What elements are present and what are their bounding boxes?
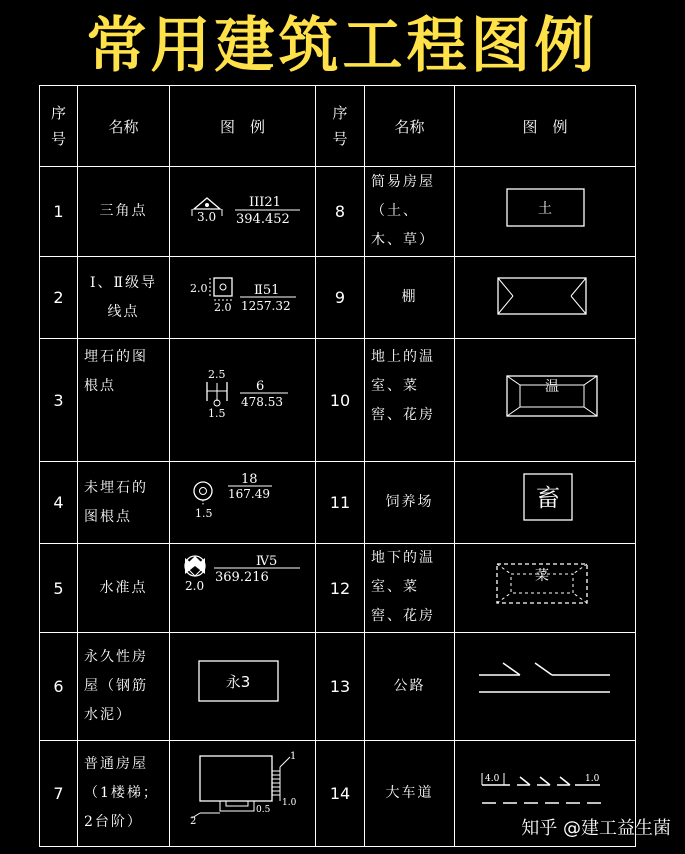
- sym5-bottom: 369.216: [215, 570, 269, 585]
- row-number: 14: [316, 741, 365, 847]
- sym7-dim-1: 1.0: [282, 798, 297, 808]
- livestock-icon: [455, 462, 635, 543]
- row-name: 地下的温室、菜窖、花房: [365, 544, 455, 633]
- sym2-top: Ⅱ51: [254, 283, 280, 298]
- symbol-simple-house: [455, 167, 636, 257]
- row-number: 2: [40, 257, 78, 339]
- row-name: 水准点: [78, 544, 170, 633]
- row-number: 1: [40, 167, 78, 257]
- sym3-dim-bottom: 1.5: [208, 407, 226, 420]
- row-name: 棚: [365, 257, 455, 339]
- symbol-permanent-house: [170, 633, 316, 741]
- sym7-dim-2: 0.5: [256, 805, 271, 815]
- symbol-traverse-point: [170, 257, 316, 339]
- symbol-highway: [455, 633, 636, 741]
- sym8-label: 土: [538, 201, 552, 217]
- sym3-bottom: 478.53: [241, 395, 283, 409]
- sym14-dim-2: 1.0: [585, 774, 600, 784]
- symbol-triangulation-point: [170, 167, 316, 257]
- row-number: 4: [40, 462, 78, 544]
- buried-point-icon: [170, 339, 315, 461]
- sym3-dim-top: 2.5: [208, 368, 226, 381]
- simple-house-icon: [455, 167, 635, 256]
- traverse-point-icon: [170, 257, 315, 338]
- symbol-benchmark: [170, 544, 316, 633]
- sym6-label: 永3: [225, 673, 251, 691]
- row-name: 大车道: [365, 741, 455, 847]
- sym1-bottom: 394.452: [236, 212, 290, 227]
- underground-greenhouse-icon: [455, 544, 635, 632]
- watermark: 知乎 @建工益生菌: [521, 818, 671, 839]
- page-title: 常用建筑工程图例: [86, 11, 599, 81]
- ordinary-house-icon: [170, 741, 315, 846]
- legend-table: [39, 85, 636, 847]
- row-number: 12: [316, 544, 365, 633]
- symbol-ordinary-house: [170, 741, 316, 847]
- row-name: 简易房屋（土、木、草）: [365, 167, 455, 257]
- table-row: [40, 339, 636, 462]
- sym5-top: Ⅳ5: [256, 554, 278, 569]
- symbol-greenhouse-below: [455, 544, 636, 633]
- sym3-top: 6: [256, 379, 265, 394]
- table-row: [40, 167, 636, 257]
- header-name-2: 名称: [365, 86, 455, 167]
- sym14-dim-1: 4.0: [485, 774, 500, 784]
- table-row: [40, 257, 636, 339]
- sym5-dim: 2.0: [185, 579, 205, 593]
- sym7-callout-1: 1: [290, 751, 297, 762]
- symbol-buried-control-point: [170, 339, 316, 462]
- sym2-dim-left: 2.0: [190, 282, 208, 295]
- row-number: 6: [40, 633, 78, 741]
- header-legend: 图 例: [170, 86, 316, 167]
- row-number: 10: [316, 339, 365, 462]
- row-number: 11: [316, 462, 365, 544]
- row-name: 普通房屋（1楼梯；2台阶）: [78, 741, 170, 847]
- row-name: 未埋石的图根点: [78, 462, 170, 544]
- symbol-livestock-farm: [455, 462, 636, 544]
- table-row: [40, 462, 636, 544]
- header-seq-text-2: 序号: [332, 104, 348, 148]
- unburied-point-icon: [170, 462, 315, 543]
- row-number: 13: [316, 633, 365, 741]
- sym2-bottom: 1257.32: [241, 299, 291, 313]
- symbol-greenhouse-above: [455, 339, 636, 462]
- sym4-bottom: 167.49: [228, 487, 270, 501]
- symbol-unburied-control-point: [170, 462, 316, 544]
- greenhouse-icon: [455, 339, 635, 461]
- sym2-dim-bottom: 2.0: [214, 301, 232, 314]
- row-name: 永久性房屋（钢筋水泥）: [78, 633, 170, 741]
- benchmark-icon: [170, 544, 315, 632]
- row-name: 埋石的图根点: [78, 339, 170, 462]
- sym1-top: III21: [249, 195, 281, 210]
- header-name: 名称: [78, 86, 170, 167]
- sym12-label: 菜: [535, 568, 549, 584]
- header-seq: [40, 86, 78, 167]
- header-seq-text: 序号: [50, 104, 66, 148]
- row-name: 公路: [365, 633, 455, 741]
- sym4-top: 18: [241, 472, 258, 487]
- sym4-dim: 1.5: [195, 507, 213, 520]
- table-row: [40, 544, 636, 633]
- sym11-label: 畜: [536, 484, 560, 512]
- symbol-shed: [455, 257, 636, 339]
- row-number: 8: [316, 167, 365, 257]
- triangle-point-icon: [170, 167, 315, 256]
- row-name: 饲养场: [365, 462, 455, 544]
- header-seq-2: [316, 86, 365, 167]
- row-number: 5: [40, 544, 78, 633]
- row-number: 9: [316, 257, 365, 339]
- sym10-label: 温: [545, 379, 559, 395]
- table-row: [40, 633, 636, 741]
- header-legend-2: 图 例: [455, 86, 636, 167]
- row-name: Ⅰ、Ⅱ级导线点: [78, 257, 170, 339]
- permanent-house-icon: [170, 633, 315, 740]
- highway-icon: [455, 633, 635, 740]
- row-name: 三角点: [78, 167, 170, 257]
- sym1-dim: 3.0: [197, 210, 217, 224]
- header-row: [40, 86, 636, 167]
- row-number: 3: [40, 339, 78, 462]
- row-name: 地上的温室、菜窖、花房: [365, 339, 455, 462]
- shed-icon: [455, 257, 635, 338]
- sym7-callout-2: 2: [190, 816, 197, 827]
- row-number: 7: [40, 741, 78, 847]
